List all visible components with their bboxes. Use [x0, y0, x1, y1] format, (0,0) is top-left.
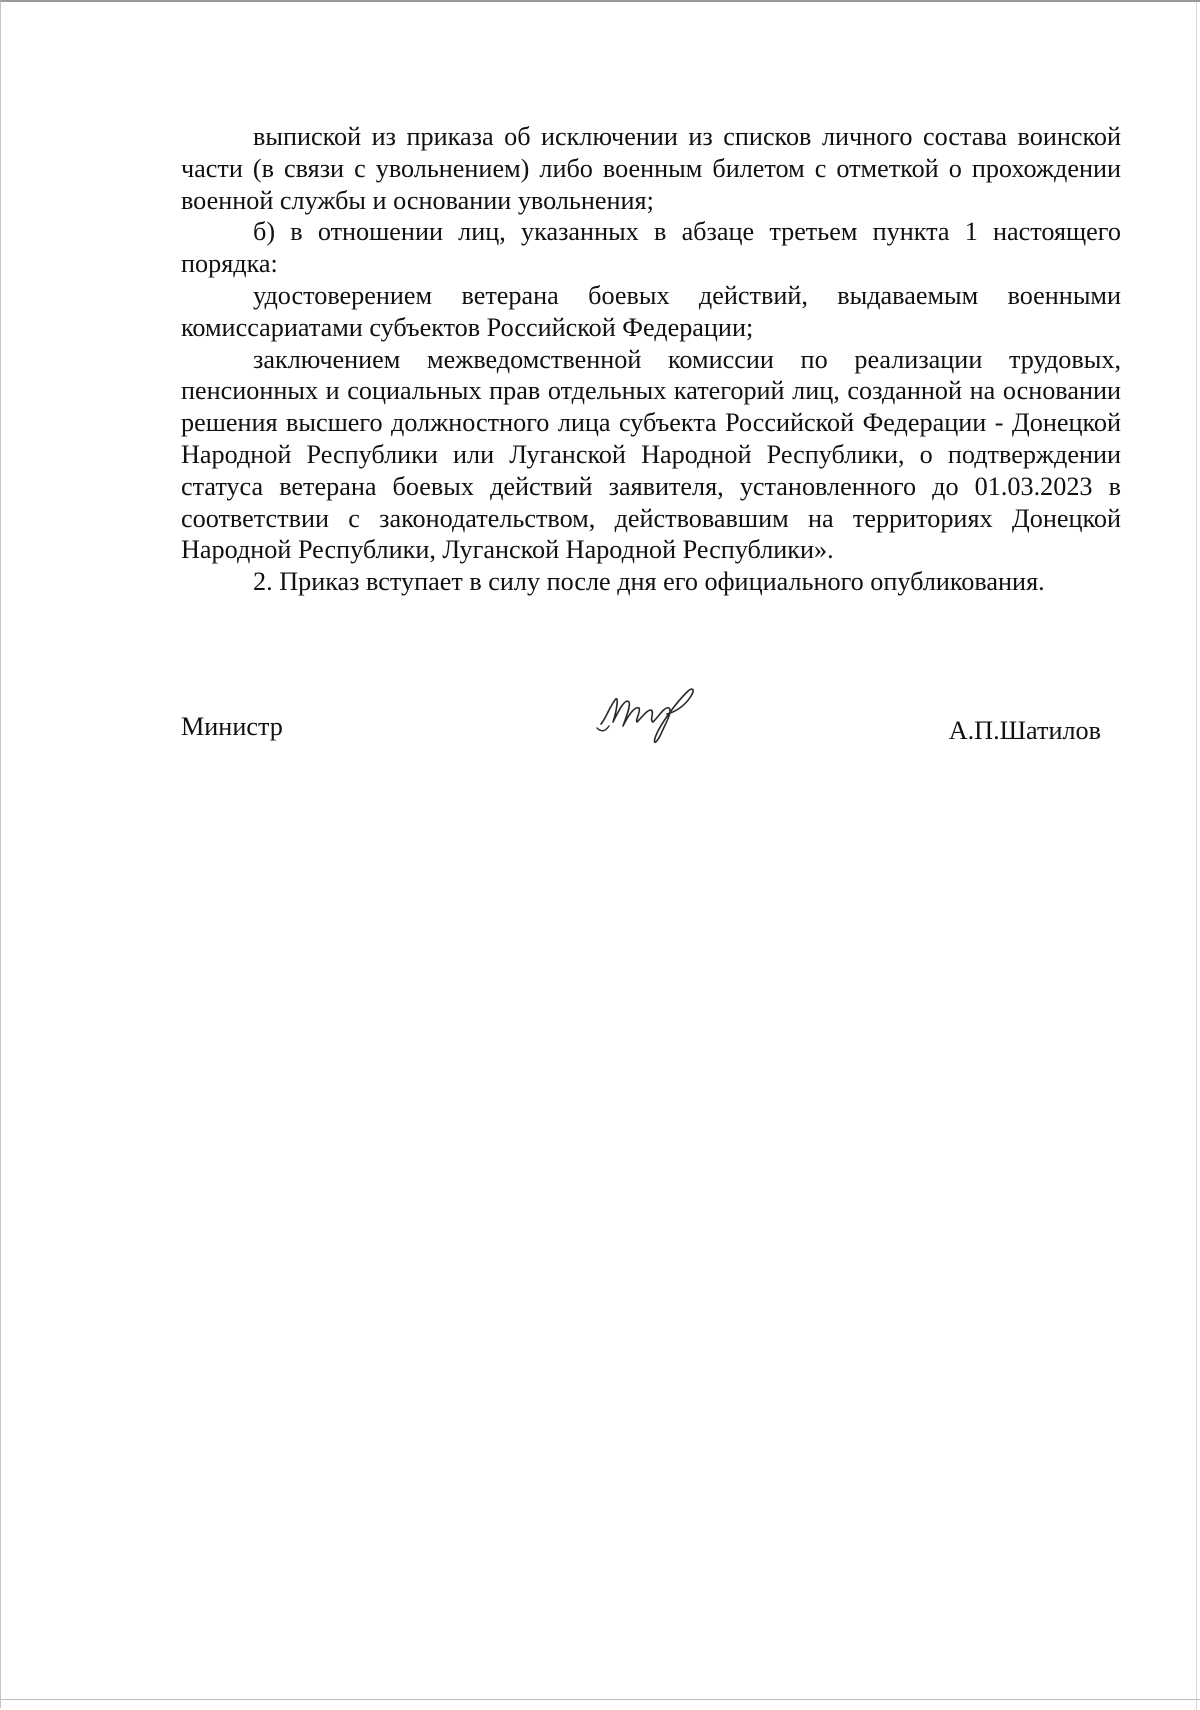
signature-block: [181, 692, 1101, 772]
paragraph: удостоверением ветерана боевых действий, выдаваемым военными комиссариатами субъектов Российской Федерации;: [181, 280, 1121, 342]
handwritten-signature: [595, 680, 705, 752]
paragraph: выпиской из приказа об исключении из списков личного состава воинской части (в связи с увольнением) либо военным билетом с отметкой о прохождении военной службы и основании увольнения;: [181, 122, 1121, 215]
scan-edge: [1196, 2, 1197, 1710]
document-body: [181, 121, 1121, 598]
signatory-title: Министр: [181, 712, 283, 741]
paragraph: заключением межведомственной комиссии по реализации трудовых, пенсионных и социальных прав отдельных категорий лиц, созданной на основании решения высшего должностного лица субъекта Российской Федерации - Донецкой Народной Республики или Луганской Народной Республики, о подтверждении статуса ветерана боевых действий заявителя, установленного до 01.03.2023 в соответствии с законодательством, действовавшим на территориях Донецкой Народной Республики, Луганской Народной Республики».: [181, 344, 1121, 565]
signatory-name: А.П.Шатилов: [948, 716, 1101, 745]
paragraph: б) в отношении лиц, указанных в абзаце третьем пункта 1 настоящего порядка:: [181, 217, 1121, 279]
scan-edge: [1, 1699, 1200, 1700]
paragraph: 2. Приказ вступает в силу после дня его официального опубликования.: [253, 567, 1045, 597]
